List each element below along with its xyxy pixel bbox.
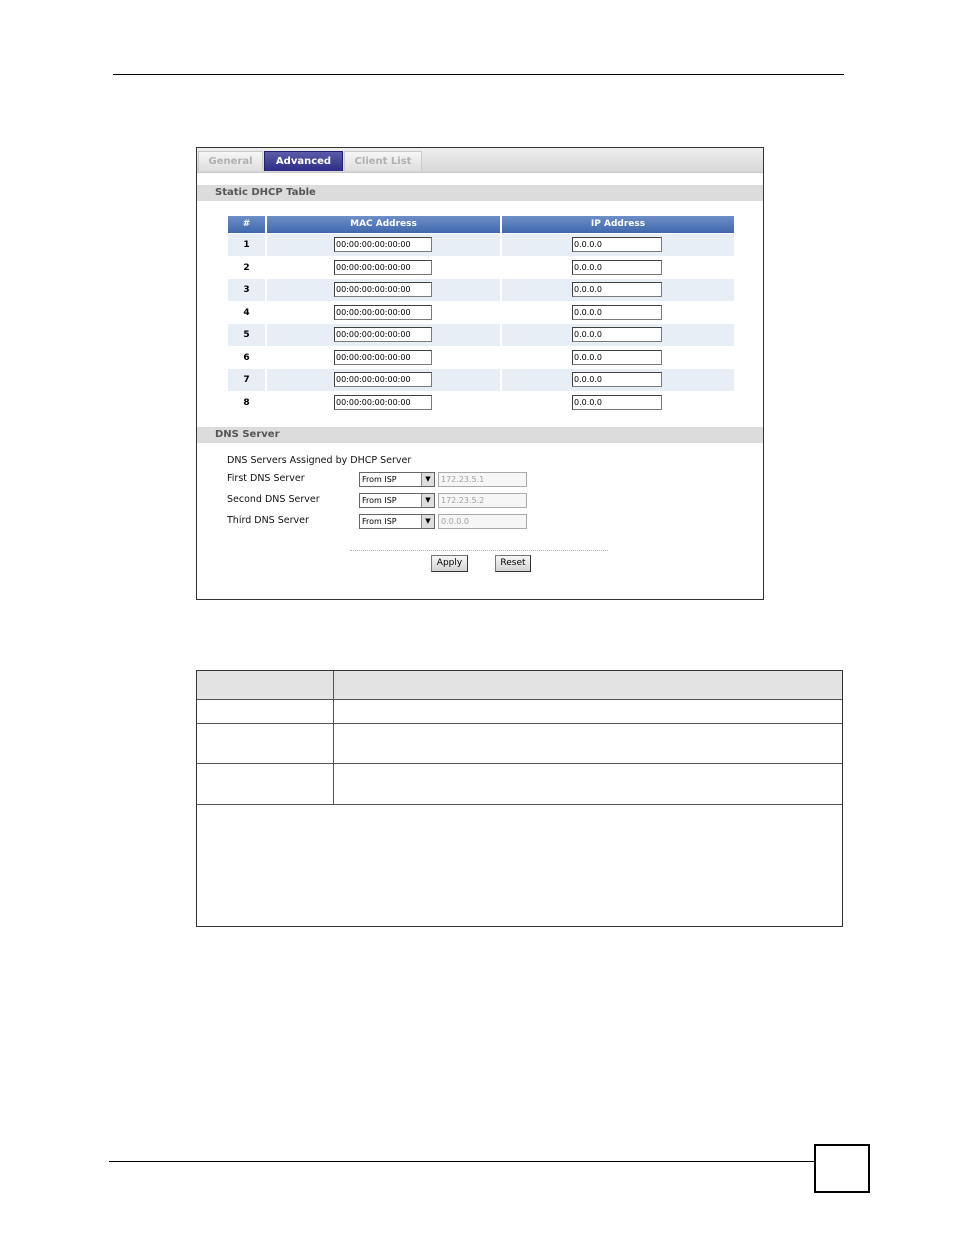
row-number: 8 — [243, 398, 250, 408]
ip-cell — [502, 279, 734, 301]
ip-cell — [502, 302, 734, 324]
third-dns-label: Third DNS Server — [227, 515, 309, 526]
page-number-box — [814, 1144, 870, 1193]
mac-cell — [267, 369, 500, 391]
screenshot-frame — [196, 147, 764, 600]
col-header-number: # — [228, 216, 265, 233]
table-row-divider — [197, 804, 842, 805]
third-dns-mode-value: From ISP — [362, 517, 397, 526]
first-dns-label: First DNS Server — [227, 473, 305, 484]
apply-button[interactable]: Apply — [431, 555, 468, 572]
row-number: 5 — [228, 324, 265, 346]
second-dns-mode-select[interactable] — [359, 493, 435, 508]
ip-address-input[interactable]: 0.0.0.0 — [572, 350, 662, 365]
ip-address-input[interactable]: 0.0.0.0 — [572, 327, 662, 342]
mac-address-input[interactable]: 00:00:00:00:00:00 — [334, 305, 432, 320]
mac-cell — [267, 347, 500, 369]
table-row-divider — [197, 763, 842, 764]
reset-button[interactable]: Reset — [495, 555, 531, 572]
ip-cell — [502, 257, 734, 279]
tab-client-list[interactable]: Client List — [344, 151, 422, 171]
col-header-ip: IP Address — [502, 216, 734, 233]
button-divider — [350, 550, 608, 551]
mac-address-input[interactable]: 00:00:00:00:00:00 — [334, 282, 432, 297]
ip-cell — [502, 347, 734, 369]
mac-address-input[interactable]: 00:00:00:00:00:00 — [334, 327, 432, 342]
dns-section-title: DNS Server — [197, 427, 763, 443]
table-row — [228, 257, 734, 279]
first-dns-mode-value: From ISP — [362, 475, 397, 484]
ip-cell — [502, 234, 734, 256]
table-row — [228, 234, 734, 256]
row-number: 3 — [228, 279, 265, 301]
row-number: 6 — [243, 353, 250, 363]
mac-cell — [267, 257, 500, 279]
row-number: 4 — [243, 308, 250, 318]
row-number: 2 — [243, 263, 250, 273]
mac-cell — [267, 234, 500, 256]
header-rule — [113, 74, 844, 75]
ip-address-input[interactable]: 0.0.0.0 — [572, 260, 662, 275]
ip-address-input[interactable]: 0.0.0.0 — [572, 282, 662, 297]
row-number: 7 — [228, 369, 265, 391]
table-header-row — [197, 671, 842, 700]
table-row — [228, 279, 734, 301]
table-row — [228, 392, 734, 414]
col-header-mac: MAC Address — [267, 216, 500, 233]
mac-address-input[interactable]: 00:00:00:00:00:00 — [334, 372, 432, 387]
tab-general[interactable]: General — [198, 151, 263, 171]
chevron-down-icon[interactable]: ▼ — [421, 494, 434, 507]
table-row — [228, 347, 734, 369]
ip-address-input[interactable]: 0.0.0.0 — [572, 372, 662, 387]
first-dns-mode-select[interactable] — [359, 472, 435, 487]
mac-cell — [267, 302, 500, 324]
static-dhcp-section-title: Static DHCP Table — [197, 185, 763, 201]
second-dns-label: Second DNS Server — [227, 494, 320, 505]
ip-cell — [502, 369, 734, 391]
ip-address-input[interactable]: 0.0.0.0 — [572, 395, 662, 410]
ip-cell — [502, 324, 734, 346]
dns-subtitle: DNS Servers Assigned by DHCP Server — [227, 455, 412, 466]
footer-rule — [109, 1161, 815, 1162]
third-dns-ip-field[interactable]: 0.0.0.0 — [438, 514, 527, 529]
mac-cell — [267, 324, 500, 346]
ip-address-input[interactable]: 0.0.0.0 — [572, 237, 662, 252]
second-dns-ip-field[interactable]: 172.23.5.2 — [438, 493, 527, 508]
mac-address-input[interactable]: 00:00:00:00:00:00 — [334, 260, 432, 275]
mac-address-input[interactable]: 00:00:00:00:00:00 — [334, 395, 432, 410]
tab-advanced[interactable]: Advanced — [264, 151, 343, 171]
row-number: 1 — [228, 234, 265, 256]
ip-cell — [502, 392, 734, 414]
third-dns-mode-select[interactable] — [359, 514, 435, 529]
first-dns-ip-field[interactable]: 172.23.5.1 — [438, 472, 527, 487]
mac-cell — [267, 392, 500, 414]
table-row — [228, 302, 734, 324]
table-row — [228, 324, 734, 346]
table-row — [228, 369, 734, 391]
mac-address-input[interactable]: 00:00:00:00:00:00 — [334, 237, 432, 252]
table-column-divider — [333, 671, 334, 805]
mac-cell — [267, 279, 500, 301]
ip-address-input[interactable]: 0.0.0.0 — [572, 305, 662, 320]
tab-bar — [197, 148, 763, 173]
mac-address-input[interactable]: 00:00:00:00:00:00 — [334, 350, 432, 365]
second-dns-mode-value: From ISP — [362, 496, 397, 505]
table-row-divider — [197, 723, 842, 724]
chevron-down-icon[interactable]: ▼ — [421, 515, 434, 528]
field-description-table — [196, 670, 843, 927]
chevron-down-icon[interactable]: ▼ — [421, 473, 434, 486]
